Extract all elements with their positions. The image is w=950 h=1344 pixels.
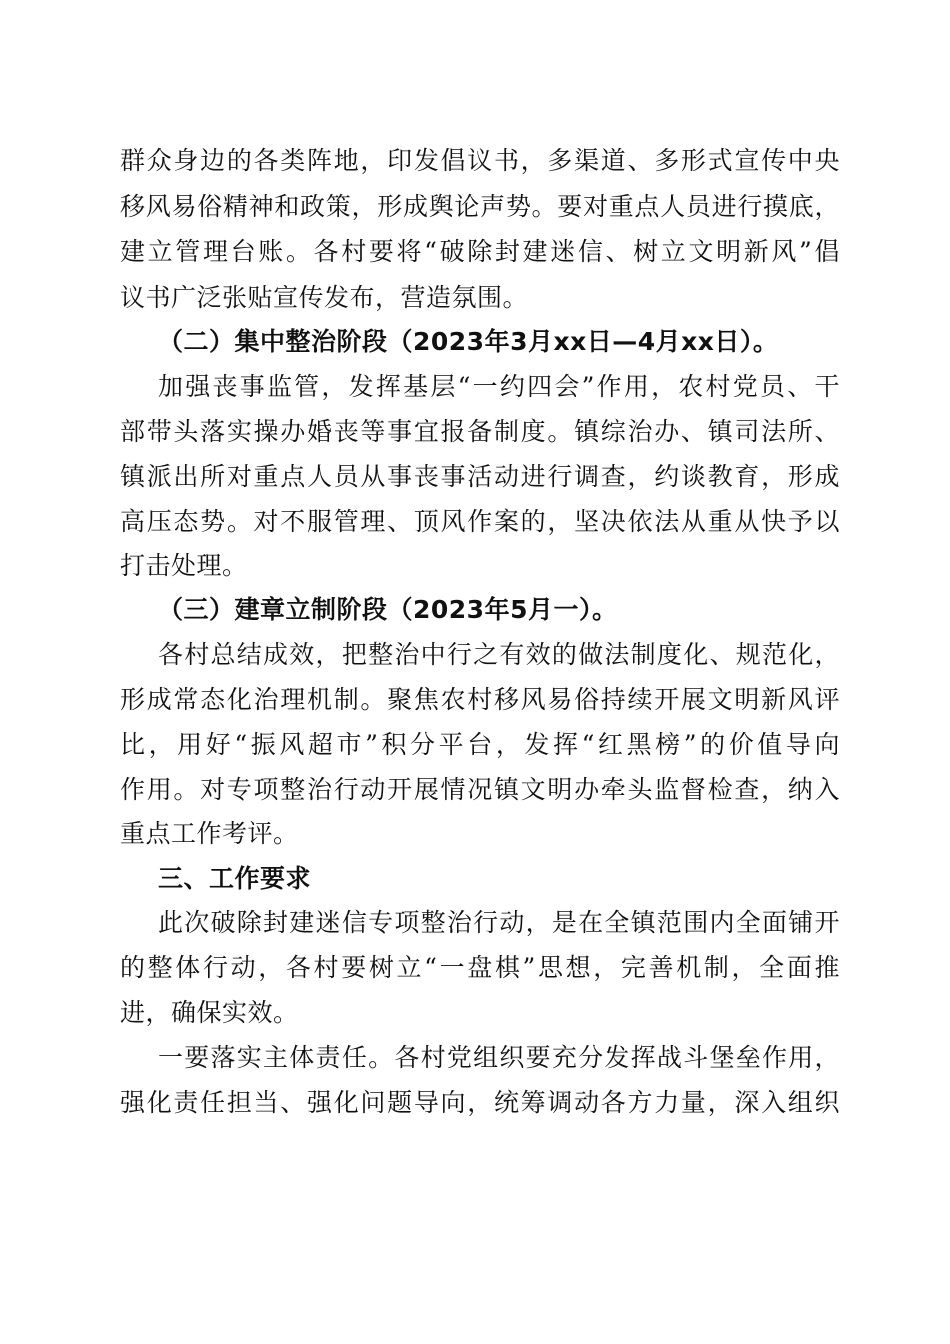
text-line: 镇派出所对重点人员从事丧事活动进行调查，约谈教育，形成 [120,462,840,491]
text-line: 群众身边的各类阵地，印发倡议书，多渠道、多形式宣传中央 [120,146,840,175]
text-line: 一要落实主体责任。各村党组织要充分发挥战斗堡垒作用， [158,1043,840,1072]
text-line: 进，确保实效。 [120,998,299,1027]
text-line: 作用。对专项整治行动开展情况镇文明办牵头监督检查，纳入 [120,775,840,804]
section-heading: （三）建章立制阶段（2023年5月一）。 [158,595,618,624]
text-line: 比，用好“振风超市”积分平台，发挥“红黑榜”的价值导向 [120,730,840,759]
section-heading: 三、工作要求 [158,864,312,893]
text-line: 重点工作考评。 [120,819,299,848]
text-line: 打击处理。 [120,551,248,580]
text-line: 的整体行动，各村要树立“一盘棋”思想，完善机制，全面推 [120,953,840,982]
section-heading: （二）集中整治阶段（2023年3月xx日—4月xx日）。 [158,327,779,356]
text-line: 各村总结成效，把整治中行之有效的做法制度化、规范化， [158,640,840,669]
text-line: 移风易俗精神和政策，形成舆论声势。要对重点人员进行摸底， [120,192,840,221]
text-line: 形成常态化治理机制。聚焦农村移风易俗持续开展文明新风评 [120,685,840,714]
text-line: 高压态势。对不服管理、顶风作案的，坚决依法从重从快予以 [120,507,840,536]
text-line: 建立管理台账。各村要将“破除封建迷信、树立文明新风”倡 [120,237,840,266]
text-line: 加强丧事监管，发挥基层“一约四会”作用，农村党员、干 [158,372,840,401]
text-line: 部带头落实操办婚丧等事宜报备制度。镇综治办、镇司法所、 [120,417,840,446]
text-line: 此次破除封建迷信专项整治行动，是在全镇范围内全面铺开 [158,908,840,937]
text-line: 强化责任担当、强化问题导向，统筹调动各方力量，深入组织 [120,1088,840,1117]
text-line: 议书广泛张贴宣传发布，营造氛围。 [120,283,529,312]
